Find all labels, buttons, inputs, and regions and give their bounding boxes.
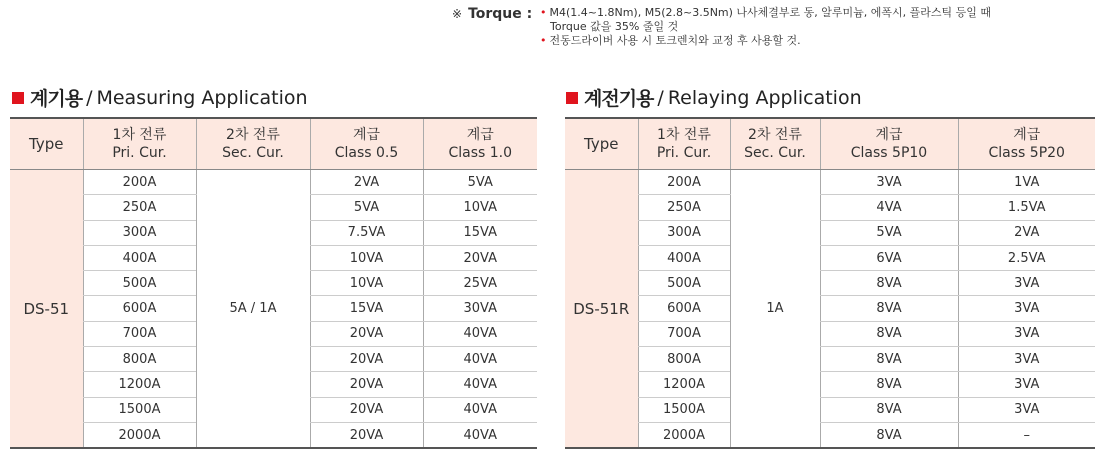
table-row: [565, 296, 1095, 321]
col-header-class-0.5: [310, 118, 423, 170]
header-en: Pri. Cur.: [656, 145, 712, 161]
col-header-class-1.0: [423, 118, 537, 170]
class-cell: 8VA: [820, 321, 958, 346]
header-ko: 계급: [466, 127, 494, 143]
class-cell: 3VA: [958, 347, 1095, 372]
class-cell: 10VA: [310, 271, 423, 296]
primary-current-cell: 1500A: [638, 397, 730, 422]
class-cell: 20VA: [310, 372, 423, 397]
measuring-title-ko: 계기용: [30, 88, 83, 110]
class-cell: 4VA: [820, 195, 958, 220]
col-header-secondary: [730, 118, 820, 170]
header-ko: 2차 전류: [226, 127, 280, 143]
table-row: [565, 271, 1095, 296]
class-cell: 40VA: [423, 372, 537, 397]
class-cell: 8VA: [820, 296, 958, 321]
type-cell: DS-51: [10, 170, 83, 449]
col-header-primary: [83, 118, 196, 170]
class-cell: 3VA: [958, 296, 1095, 321]
class-cell: 3VA: [958, 372, 1095, 397]
header-en: Class 0.5: [334, 145, 399, 161]
header-row: [10, 118, 537, 170]
header-en: Class 5P20: [988, 145, 1065, 161]
primary-current-cell: 1200A: [83, 372, 196, 397]
class-cell: 5VA: [423, 170, 537, 195]
class-cell: 3VA: [958, 271, 1095, 296]
torque-line-2: 전동드라이버 사용 시 토크렌치와 교정 후 사용할 것.: [549, 34, 801, 47]
class-cell: 3VA: [958, 321, 1095, 346]
header-en: Sec. Cur.: [744, 145, 806, 161]
table-row: [565, 372, 1095, 397]
primary-current-cell: 300A: [638, 220, 730, 245]
primary-current-cell: 1200A: [638, 372, 730, 397]
col-header-primary: [638, 118, 730, 170]
table-row: [565, 170, 1095, 195]
table-row: [565, 220, 1095, 245]
header-ko: 1차 전류: [657, 127, 711, 143]
class-cell: 20VA: [310, 422, 423, 448]
header-en: Sec. Cur.: [222, 145, 284, 161]
class-cell: 10VA: [310, 245, 423, 270]
relaying-title-en: Relaying Application: [667, 86, 862, 109]
table-row: [565, 397, 1095, 422]
class-cell: 2VA: [958, 220, 1095, 245]
header-ko: 계급: [1013, 127, 1041, 143]
class-cell: 15VA: [423, 220, 537, 245]
red-square-icon: [12, 92, 24, 104]
header-ko: 계급: [352, 127, 381, 143]
class-cell: 8VA: [820, 347, 958, 372]
primary-current-cell: 600A: [83, 296, 196, 321]
type-cell: DS-51R: [565, 170, 638, 449]
class-cell: 40VA: [423, 321, 537, 346]
primary-current-cell: 700A: [83, 321, 196, 346]
torque-label: [452, 6, 540, 48]
bullet-icon: •: [540, 34, 547, 47]
class-cell: 2VA: [310, 170, 423, 195]
primary-current-cell: 250A: [83, 195, 196, 220]
header-ko: 계급: [875, 127, 903, 143]
class-cell: 20VA: [310, 397, 423, 422]
primary-current-cell: 200A: [638, 170, 730, 195]
header-en: Class 1.0: [448, 145, 513, 161]
table-row: [565, 321, 1095, 346]
table-row: [565, 195, 1095, 220]
primary-current-cell: 300A: [83, 220, 196, 245]
header-row: [565, 118, 1095, 170]
primary-current-cell: 800A: [83, 347, 196, 372]
primary-current-cell: 250A: [638, 195, 730, 220]
class-cell: 5VA: [820, 220, 958, 245]
class-cell: 10VA: [423, 195, 537, 220]
primary-current-cell: 2000A: [83, 422, 196, 448]
relaying-title-ko: 계전기용: [584, 88, 654, 110]
col-header-type: Type: [565, 118, 638, 170]
class-cell: 1VA: [958, 170, 1095, 195]
primary-current-cell: 200A: [83, 170, 196, 195]
primary-current-cell: 600A: [638, 296, 730, 321]
secondary-current-cell: 5A / 1A: [196, 170, 310, 449]
class-cell: 20VA: [423, 245, 537, 270]
primary-current-cell: 800A: [638, 347, 730, 372]
header-ko: 2차 전류: [748, 127, 802, 143]
torque-line-1-cont: Torque 값을 35% 줄일 것: [550, 20, 679, 33]
class-cell: 40VA: [423, 347, 537, 372]
col-header-type: Type: [10, 118, 83, 170]
class-cell: 5VA: [310, 195, 423, 220]
primary-current-cell: 2000A: [638, 422, 730, 448]
reference-mark: ※: [452, 7, 463, 21]
class-cell: –: [958, 422, 1095, 448]
class-cell: 40VA: [423, 422, 537, 448]
class-cell: 3VA: [958, 397, 1095, 422]
measuring-title: [12, 84, 308, 111]
primary-current-cell: 400A: [83, 245, 196, 270]
torque-label-text: Torque :: [468, 6, 533, 22]
torque-note: [452, 6, 991, 48]
secondary-current-cell: 1A: [730, 170, 820, 449]
class-cell: 8VA: [820, 372, 958, 397]
primary-current-cell: 500A: [83, 271, 196, 296]
class-cell: 7.5VA: [310, 220, 423, 245]
title-separator: /: [657, 86, 664, 109]
class-cell: 15VA: [310, 296, 423, 321]
class-cell: 30VA: [423, 296, 537, 321]
title-separator: /: [86, 86, 93, 109]
class-cell: 8VA: [820, 397, 958, 422]
class-cell: 8VA: [820, 422, 958, 448]
primary-current-cell: 400A: [638, 245, 730, 270]
primary-current-cell: 500A: [638, 271, 730, 296]
measuring-title-en: Measuring Application: [96, 86, 308, 109]
class-cell: 20VA: [310, 347, 423, 372]
col-header-secondary: [196, 118, 310, 170]
class-cell: 3VA: [820, 170, 958, 195]
relaying-title: [566, 84, 862, 111]
class-cell: 8VA: [820, 271, 958, 296]
class-cell: 20VA: [310, 321, 423, 346]
header-en: Class 5P10: [850, 145, 928, 161]
torque-line-1: M4(1.4~1.8Nm), M5(2.8~3.5Nm) 나사체결부로 동, 알루미늄, 에폭시, 플라스틱 등일 때: [549, 6, 992, 19]
header-en: Pri. Cur.: [112, 145, 167, 161]
class-cell: 40VA: [423, 397, 537, 422]
class-cell: 2.5VA: [958, 245, 1095, 270]
relaying-table: [565, 117, 1095, 449]
class-cell: 1.5VA: [958, 195, 1095, 220]
red-square-icon: [566, 92, 578, 104]
table-row: [565, 422, 1095, 448]
class-cell: 25VA: [423, 271, 537, 296]
primary-current-cell: 700A: [638, 321, 730, 346]
table-row: [10, 170, 537, 195]
bullet-icon: •: [540, 6, 547, 19]
col-header-class-5p20: [958, 118, 1095, 170]
table-row: [565, 245, 1095, 270]
header-ko: 1차 전류: [112, 127, 167, 143]
measuring-table: [10, 117, 537, 449]
class-cell: 6VA: [820, 245, 958, 270]
table-row: [565, 347, 1095, 372]
primary-current-cell: 1500A: [83, 397, 196, 422]
col-header-class-5p10: [820, 118, 958, 170]
